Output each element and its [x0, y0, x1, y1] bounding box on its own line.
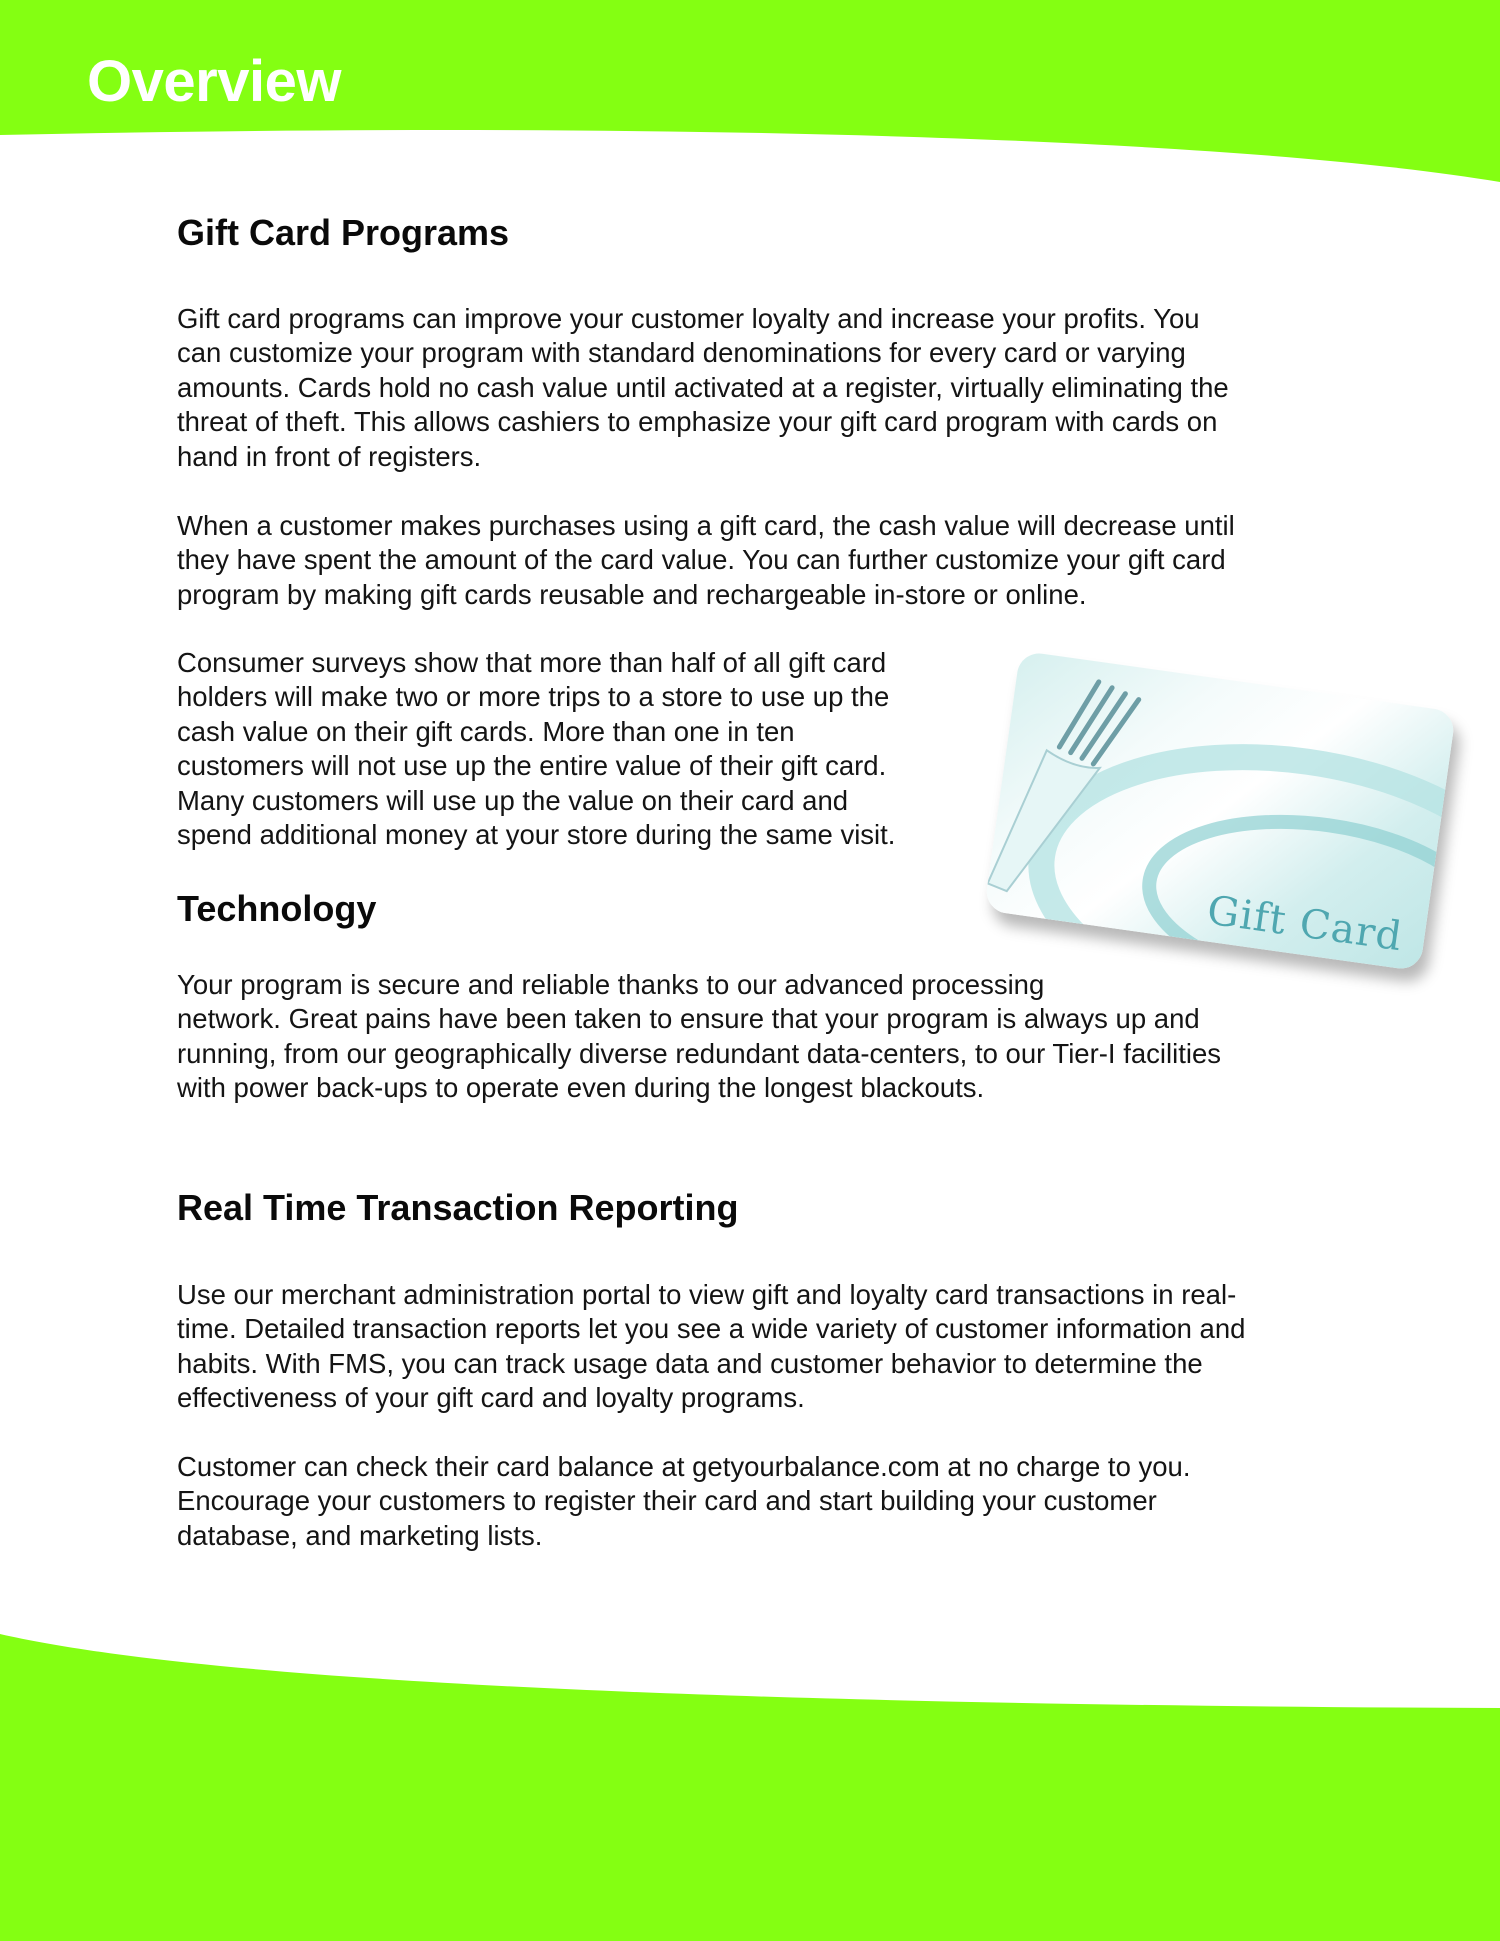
text-line: Customer can check their card balance at getyourbalance.com at no charge to you. — [177, 1451, 1191, 1482]
section-heading-technology: Technology — [177, 888, 377, 929]
section-heading-real-time-transaction-reporting: Real Time Transaction Reporting — [177, 1187, 739, 1228]
text-line: holders will make two or more trips to a store to use up the — [177, 681, 890, 713]
paragraph — [177, 1450, 1191, 1553]
text-line: running, from our geographically diverse redundant data-centers, to our Tier-I facilities — [177, 1037, 1222, 1069]
paragraph — [177, 646, 895, 852]
text-line: program by making gift cards reusable and rechargeable in-store or online. — [177, 578, 1087, 610]
text-line: When a customer makes purchases using a gift card, the cash value will decrease until — [177, 510, 1235, 541]
text-line: effectiveness of your gift card and loyalty programs. — [177, 1382, 805, 1414]
text-line: spend additional money at your store during the same visit. — [177, 819, 896, 851]
text-line: they have spent the amount of the card value. You can further customize your gift card — [177, 544, 1226, 576]
text-line: Encourage your customers to register their card and start building your customer — [177, 1485, 1157, 1517]
paragraph — [177, 968, 1221, 1106]
text-line: can customize your program with standard denominations for every card or varying — [177, 337, 1186, 369]
text-line: hand in front of registers. — [177, 440, 482, 472]
paragraph — [177, 302, 1229, 474]
text-line: Many customers will use up the value on their card and — [177, 784, 849, 816]
paragraph — [177, 509, 1235, 612]
text-line: database, and marketing lists. — [177, 1519, 543, 1551]
text-line: Gift card programs can improve your customer loyalty and increase your profits. You — [177, 303, 1200, 334]
footer-green-band — [0, 1634, 1500, 1941]
text-line: cash value on their gift cards. More than one in ten — [177, 715, 795, 747]
section-heading-gift-card-programs: Gift Card Programs — [177, 212, 510, 253]
text-line: customers will not use up the entire value of their gift card. — [177, 750, 887, 782]
text-line: network. Great pains have been taken to ensure that your program is always up and — [177, 1003, 1200, 1035]
text-line: with power back-ups to operate even during the longest blackouts. — [177, 1072, 985, 1104]
page-title: Overview — [87, 49, 341, 114]
gift-card-label: Gift Card — [1204, 887, 1406, 961]
text-line: habits. With FMS, you can track usage data and customer behavior to determine the — [177, 1347, 1203, 1379]
text-line: Consumer surveys show that more than half of all gift card — [177, 647, 887, 678]
text-line: threat of theft. This allows cashiers to emphasize your gift card program with cards on — [177, 406, 1218, 438]
text-line: Use our merchant administration portal to view gift and loyalty card transactions in real- — [177, 1279, 1237, 1310]
text-line: amounts. Cards hold no cash value until activated at a register, virtually eliminating the — [177, 371, 1229, 403]
text-line: time. Detailed transaction reports let you see a wide variety of customer information and — [177, 1313, 1246, 1345]
text-line: Your program is secure and reliable thanks to our advanced processing — [177, 969, 1045, 1000]
paragraph — [177, 1278, 1245, 1416]
